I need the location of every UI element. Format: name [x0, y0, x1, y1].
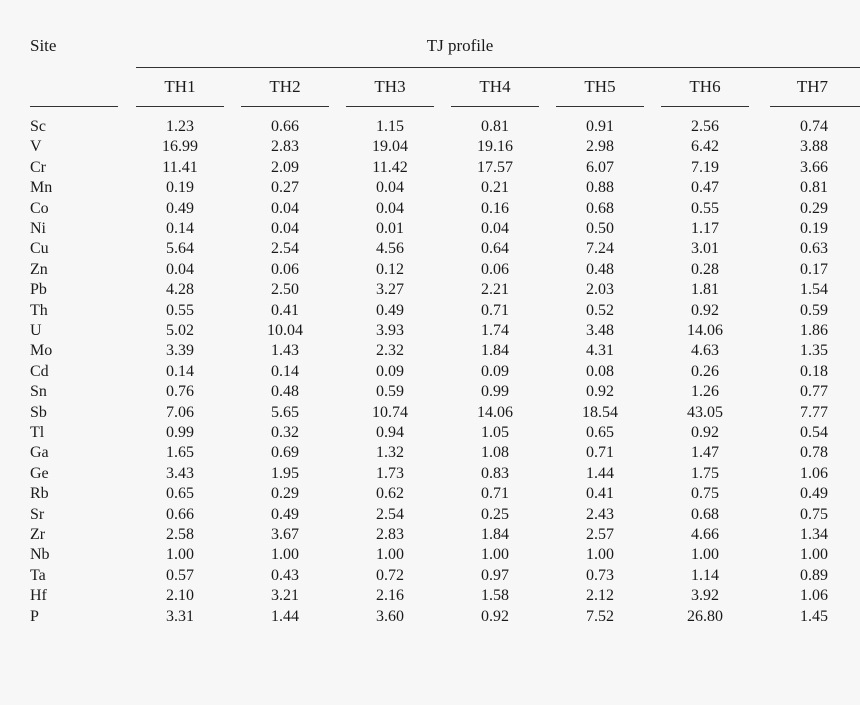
table-cell: 6.07	[586, 158, 614, 176]
table-cell: 1.45	[800, 607, 828, 625]
table-cell: 26.80	[687, 607, 723, 625]
column-header: TH6	[689, 77, 721, 96]
table-cell: 4.66	[691, 526, 719, 543]
table-cell: 2.10	[166, 587, 194, 605]
table-row	[0, 200, 860, 220]
group-header-rule	[136, 67, 860, 68]
table-cell: 0.43	[271, 566, 299, 584]
table-cell: 0.92	[481, 607, 509, 625]
row-label: P	[30, 607, 39, 625]
table-cell: 2.21	[481, 281, 509, 299]
column-header: TH4	[479, 77, 511, 96]
table-cell: 16.99	[162, 138, 198, 156]
table-cell: 0.48	[586, 260, 614, 278]
table-cell: 0.63	[800, 240, 828, 258]
table-cell: 0.73	[586, 566, 614, 584]
table-cell: 0.04	[376, 179, 404, 197]
table-cell: 0.55	[166, 301, 194, 319]
table-row	[0, 567, 860, 587]
table-cell: 0.88	[586, 179, 614, 197]
header-rule	[346, 106, 434, 107]
group-header: TJ profile	[426, 36, 494, 55]
table-cell: 0.97	[481, 566, 509, 584]
table-cell: 0.91	[586, 118, 614, 135]
table-cell: 2.43	[586, 505, 614, 523]
table-cell: 0.99	[166, 424, 194, 441]
table-cell: 1.74	[481, 322, 509, 339]
table-cell: 0.27	[271, 179, 299, 197]
table-cell: 1.34	[800, 526, 828, 543]
table-cell: 0.54	[800, 424, 828, 441]
table-row	[0, 118, 860, 138]
table-cell: 0.77	[800, 383, 828, 401]
table-cell: 3.92	[691, 587, 719, 605]
table-cell: 0.89	[800, 566, 828, 584]
row-label: Mo	[30, 342, 53, 360]
table-cell: 3.88	[800, 138, 828, 156]
row-label: V	[30, 138, 42, 156]
table-cell: 1.08	[481, 444, 509, 462]
table-row	[0, 302, 860, 322]
table-cell: 10.04	[267, 322, 303, 339]
table-cell: 7.06	[166, 403, 194, 421]
table-cell: 2.83	[376, 526, 404, 543]
table-cell: 18.54	[582, 403, 618, 421]
table-cell: 43.05	[687, 403, 723, 421]
table-cell: 1.23	[166, 118, 194, 135]
table-cell: 3.43	[166, 464, 194, 482]
table-cell: 0.04	[271, 220, 299, 237]
column-header: TH5	[584, 77, 616, 96]
table-cell: 0.74	[800, 118, 828, 135]
header-rule	[451, 106, 539, 107]
row-label: Sr	[30, 505, 45, 523]
table-cell: 0.78	[800, 444, 828, 462]
table-cell: 0.94	[376, 424, 404, 441]
table-row	[0, 383, 860, 403]
column-header: TH7	[796, 77, 828, 96]
table-cell: 3.01	[691, 240, 719, 258]
row-label: Th	[30, 301, 48, 319]
table-cell: 3.31	[166, 607, 194, 625]
table-cell: 5.65	[271, 403, 299, 421]
table-cell: 2.58	[166, 526, 194, 543]
table-cell: 11.42	[372, 158, 408, 176]
table-cell: 1.84	[481, 342, 509, 360]
table-cell: 0.62	[376, 485, 404, 503]
table-cell: 2.54	[376, 505, 404, 523]
table-cell: 0.17	[800, 260, 828, 278]
table-cell: 1.00	[376, 546, 404, 564]
table-cell: 5.02	[166, 322, 194, 339]
table-cell: 1.06	[800, 587, 828, 605]
table-cell: 0.65	[586, 424, 614, 441]
table-cell: 0.09	[376, 362, 404, 380]
table-cell: 11.41	[162, 158, 198, 176]
table-cell: 1.00	[691, 546, 719, 564]
table-cell: 1.00	[481, 546, 509, 564]
table-cell: 19.16	[477, 138, 513, 156]
table-cell: 1.86	[800, 322, 828, 339]
table-cell: 0.14	[166, 362, 194, 380]
table-cell: 1.14	[691, 566, 719, 584]
table-cell: 1.32	[376, 444, 404, 462]
table-cell: 1.05	[481, 424, 509, 441]
table-cell: 3.60	[376, 607, 404, 625]
table-cell: 0.29	[800, 199, 828, 217]
header-rule	[661, 106, 749, 107]
table-cell: 0.66	[166, 505, 194, 523]
table-cell: 19.04	[372, 138, 408, 156]
table-row	[0, 363, 860, 383]
table-cell: 0.65	[166, 485, 194, 503]
table-cell: 0.04	[271, 199, 299, 217]
table-cell: 0.81	[800, 179, 828, 197]
table-cell: 3.93	[376, 322, 404, 339]
table-cell: 0.68	[586, 199, 614, 217]
row-label: Mn	[30, 179, 53, 197]
table-cell: 0.49	[800, 485, 828, 503]
table-cell: 7.19	[691, 158, 719, 176]
table-cell: 1.00	[166, 546, 194, 564]
table-cell: 3.67	[271, 526, 299, 543]
table-cell: 1.95	[271, 464, 299, 482]
row-label: Ni	[30, 220, 46, 237]
table-cell: 0.59	[376, 383, 404, 401]
table-cell: 0.28	[691, 260, 719, 278]
table-cell: 2.03	[586, 281, 614, 299]
table-cell: 0.92	[586, 383, 614, 401]
table-row	[0, 587, 860, 607]
table-cell: 0.71	[481, 301, 509, 319]
table-cell: 0.14	[271, 362, 299, 380]
table-cell: 0.92	[691, 424, 719, 441]
row-label: Cu	[30, 240, 49, 258]
table-cell: 4.63	[691, 342, 719, 360]
table-cell: 0.19	[166, 179, 194, 197]
table-cell: 1.65	[166, 444, 194, 462]
table-cell: 2.56	[691, 118, 719, 135]
table-cell: 0.41	[586, 485, 614, 503]
table-cell: 1.43	[271, 342, 299, 360]
table-cell: 1.47	[691, 444, 719, 462]
table-cell: 0.29	[271, 485, 299, 503]
row-label: Ga	[30, 444, 49, 462]
table-cell: 0.69	[271, 444, 299, 462]
table-cell: 0.83	[481, 464, 509, 482]
table-cell: 1.00	[271, 546, 299, 564]
table-cell: 0.32	[271, 424, 299, 441]
table-cell: 0.75	[691, 485, 719, 503]
table-cell: 6.42	[691, 138, 719, 156]
table-cell: 1.54	[800, 281, 828, 299]
row-label: Cd	[30, 362, 49, 380]
table-cell: 14.06	[477, 403, 513, 421]
header-rule	[556, 106, 644, 107]
header-rule	[136, 106, 224, 107]
table-cell: 0.57	[166, 566, 194, 584]
table-row	[0, 138, 860, 158]
row-label: Hf	[30, 587, 47, 605]
table-cell: 1.44	[586, 464, 614, 482]
table-cell: 3.21	[271, 587, 299, 605]
table-cell: 10.74	[372, 403, 408, 421]
row-label: Cr	[30, 158, 46, 176]
table-row	[0, 342, 860, 362]
table-cell: 0.50	[586, 220, 614, 237]
header-rule	[770, 106, 860, 107]
table-row	[0, 404, 860, 424]
table-cell: 7.52	[586, 607, 614, 625]
table-row	[0, 240, 860, 260]
table-cell: 0.08	[586, 362, 614, 380]
table-row	[0, 322, 860, 342]
header-rule	[30, 106, 118, 107]
table-cell: 0.18	[800, 362, 828, 380]
table-row	[0, 506, 860, 526]
row-label: Rb	[30, 485, 49, 503]
table-cell: 1.58	[481, 587, 509, 605]
table-cell: 0.64	[481, 240, 509, 258]
table-cell: 0.52	[586, 301, 614, 319]
row-label: Pb	[30, 281, 47, 299]
table-row	[0, 485, 860, 505]
table-cell: 17.57	[477, 158, 513, 176]
table-cell: 1.26	[691, 383, 719, 401]
table-cell: 1.15	[376, 118, 404, 135]
row-label: Nb	[30, 546, 50, 564]
table-cell: 0.49	[376, 301, 404, 319]
table-row	[0, 281, 860, 301]
table-cell: 1.73	[376, 464, 404, 482]
row-label: Sc	[30, 118, 46, 135]
table-cell: 4.56	[376, 240, 404, 258]
table-cell: 2.83	[271, 138, 299, 156]
table-cell: 2.12	[586, 587, 614, 605]
table-cell: 3.39	[166, 342, 194, 360]
table-cell: 3.27	[376, 281, 404, 299]
table-cell: 7.77	[800, 403, 828, 421]
table-cell: 0.01	[376, 220, 404, 237]
table-row	[0, 546, 860, 566]
table-row	[0, 526, 860, 546]
table-cell: 0.16	[481, 199, 509, 217]
table-cell: 0.25	[481, 505, 509, 523]
table-cell: 2.09	[271, 158, 299, 176]
table-row	[0, 179, 860, 199]
table-cell: 0.99	[481, 383, 509, 401]
table-cell: 7.24	[586, 240, 614, 258]
table-cell: 0.71	[586, 444, 614, 462]
table-cell: 4.31	[586, 342, 614, 360]
table-cell: 0.66	[271, 118, 299, 135]
table-cell: 0.12	[376, 260, 404, 278]
table-row	[0, 159, 860, 179]
table-cell: 1.75	[691, 464, 719, 482]
table-row	[0, 424, 860, 444]
table-cell: 0.59	[800, 301, 828, 319]
table-cell: 0.26	[691, 362, 719, 380]
row-label: Sb	[30, 403, 47, 421]
column-header: TH1	[164, 77, 196, 96]
table-cell: 2.32	[376, 342, 404, 360]
table-cell: 1.00	[586, 546, 614, 564]
table-cell: 0.06	[271, 260, 299, 278]
table-cell: 0.71	[481, 485, 509, 503]
table-cell: 1.81	[691, 281, 719, 299]
table-cell: 4.28	[166, 281, 194, 299]
table-row	[0, 444, 860, 464]
table-cell: 0.04	[166, 260, 194, 278]
row-label: Ge	[30, 464, 49, 482]
table-row	[0, 465, 860, 485]
row-label: Zr	[30, 526, 46, 543]
table-cell: 1.06	[800, 464, 828, 482]
table-row	[0, 261, 860, 281]
table-cell: 0.81	[481, 118, 509, 135]
table-cell: 0.21	[481, 179, 509, 197]
table-cell: 1.00	[800, 546, 828, 564]
table-cell: 0.76	[166, 383, 194, 401]
table-cell: 0.41	[271, 301, 299, 319]
row-label: U	[30, 322, 42, 339]
table-cell: 0.04	[376, 199, 404, 217]
table-cell: 0.49	[166, 199, 194, 217]
table-cell: 0.68	[691, 505, 719, 523]
table-cell: 1.84	[481, 526, 509, 543]
table-cell: 2.16	[376, 587, 404, 605]
row-label: Zn	[30, 260, 48, 278]
table-cell: 2.57	[586, 526, 614, 543]
table-cell: 1.35	[800, 342, 828, 360]
table-row	[0, 220, 860, 240]
table-cell: 0.06	[481, 260, 509, 278]
table-cell: 0.47	[691, 179, 719, 197]
table-cell: 0.14	[166, 220, 194, 237]
table-cell: 0.92	[691, 301, 719, 319]
table-cell: 2.50	[271, 281, 299, 299]
table-cell: 0.04	[481, 220, 509, 237]
table-cell: 0.72	[376, 566, 404, 584]
row-label: Co	[30, 199, 49, 217]
column-header: TH2	[269, 77, 301, 96]
table-cell: 14.06	[687, 322, 723, 339]
row-label: Sn	[30, 383, 47, 401]
table-cell: 2.98	[586, 138, 614, 156]
table-cell: 0.48	[271, 383, 299, 401]
row-label: Tl	[30, 424, 45, 441]
table-cell: 1.44	[271, 607, 299, 625]
table-row	[0, 608, 860, 628]
table-cell: 2.54	[271, 240, 299, 258]
table-cell: 0.19	[800, 220, 828, 237]
row-label: Ta	[30, 566, 46, 584]
table-cell: 0.55	[691, 199, 719, 217]
table-cell: 1.17	[691, 220, 719, 237]
table-cell: 5.64	[166, 240, 194, 258]
column-header: TH3	[374, 77, 406, 96]
table-cell: 3.48	[586, 322, 614, 339]
header-rule	[241, 106, 329, 107]
table-cell: 3.66	[800, 158, 828, 176]
table-cell: 0.75	[800, 505, 828, 523]
table-cell: 0.09	[481, 362, 509, 380]
stub-header: Site	[30, 36, 57, 55]
table-cell: 0.49	[271, 505, 299, 523]
